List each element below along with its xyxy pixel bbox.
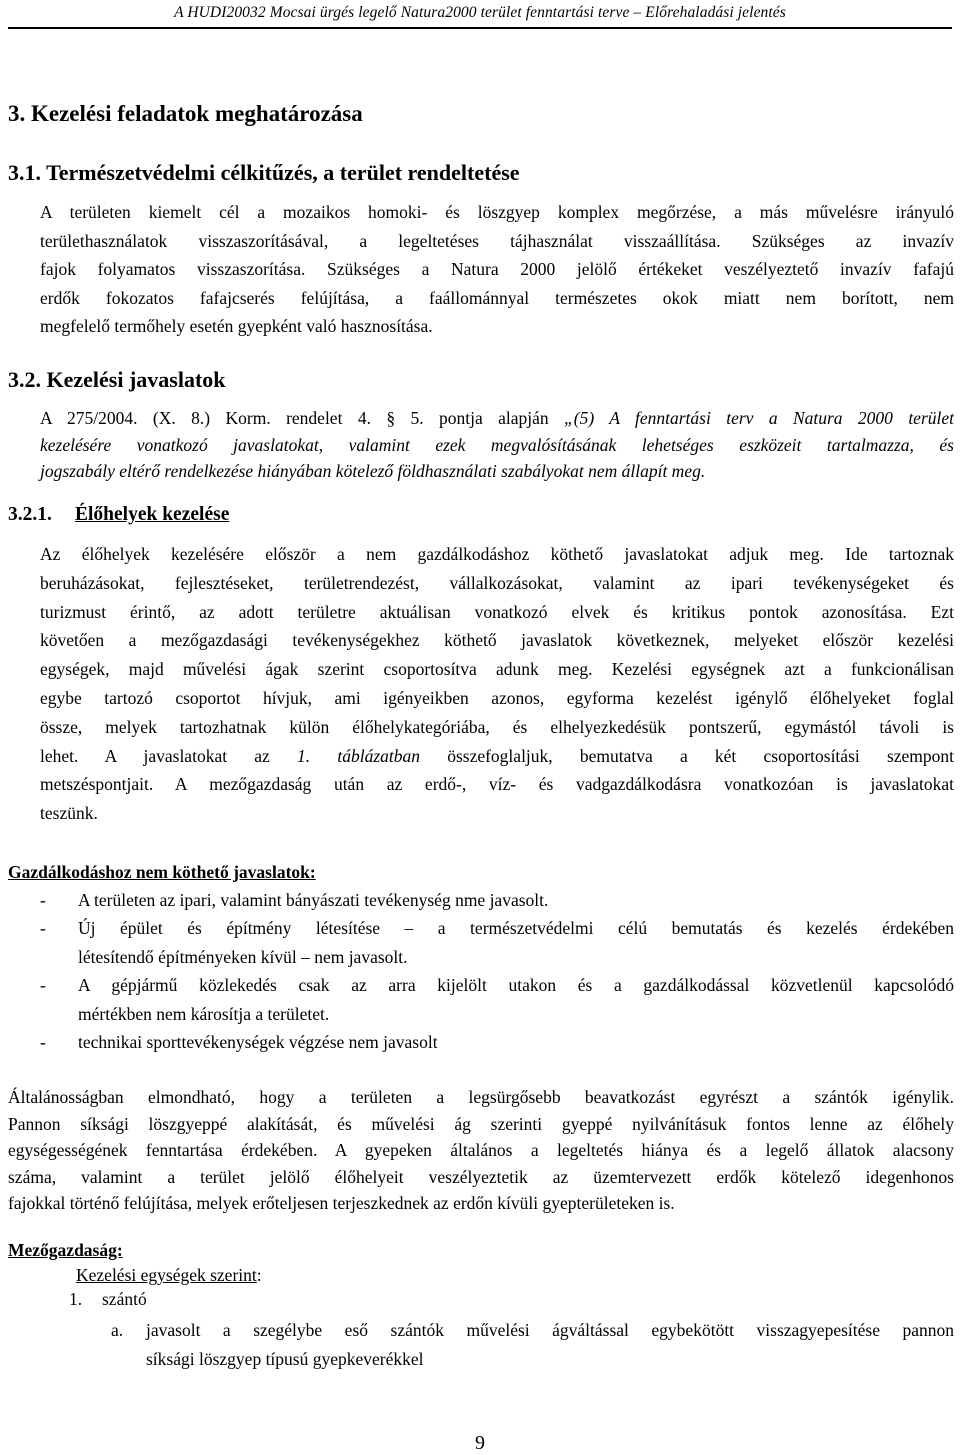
- paragraph-line: fajok folyamatos visszaszorítása. Szükséges a Natura 2000 jelölő értékeket veszélyeztető invazív fafajú: [40, 259, 954, 279]
- list-line: Új épület és építmény létesítése – a természetvédelmi célú bemutatás és kezelés érdekében: [78, 918, 954, 938]
- list-dash: -: [40, 1032, 46, 1052]
- lettered-subitem: [111, 1316, 954, 1373]
- list-dash: -: [40, 890, 46, 910]
- paragraph-line: turizmust érintő, az adott területre aktuálisan vonatkozó elvek és kritikus pontok azonosítása. Ezt: [40, 601, 954, 622]
- general-paragraph: [8, 1084, 954, 1217]
- subitem-line: síksági löszgyep típusú gyepkeverékkel: [146, 1348, 424, 1369]
- paragraph-line: megfelelő termőhely esetén gyepként való hasznosítása.: [40, 316, 433, 336]
- list-line: A területen az ipari, valamint bányászati tevékenység nme javasolt.: [78, 890, 549, 910]
- non-farming-heading: Gazdálkodáshoz nem köthető javaslatok:: [8, 862, 316, 882]
- list-line: A gépjármű közlekedés csak az arra kijelölt utakon és a gazdálkodással közvetlenül kapcsolódó: [78, 975, 954, 995]
- list-item-text: [78, 914, 954, 971]
- paragraph-line: [40, 405, 954, 432]
- section-title: Élőhelyek kezelése: [75, 504, 230, 525]
- list-item: [40, 1028, 954, 1057]
- intro-plain-text: A 275/2004. (X. 8.) Korm. rendelet 4. § 5. pontja alapján: [40, 408, 565, 428]
- agriculture-heading: Mezőgazdaság:: [8, 1240, 123, 1260]
- running-header: A HUDI20032 Mocsai ürgés legelő Natura2000 terület fenntartási terve – Előrehaladási jelentés: [174, 4, 786, 21]
- section-3-2-intro: [40, 405, 954, 485]
- paragraph-line: össze, melyek tartozhatnak külön élőhelykategóriába, és elhelyezkedésük pontszerű, egymástól távoli is: [40, 716, 954, 737]
- page-number: 9: [475, 1432, 485, 1454]
- section-number: 3.2.1.: [8, 504, 52, 525]
- item-label: szántó: [102, 1289, 147, 1309]
- subitem-line: javasolt a szegélybe eső szántók művelési ágváltással egybekötött visszagyepesítése pannon: [146, 1320, 954, 1340]
- list-dash: -: [40, 975, 46, 995]
- paragraph-line: fajokkal történő felújítása, melyek erőteljesen terjeszkednek az erdőn kívüli gyepterületeken is.: [8, 1193, 675, 1213]
- paragraph-line: jogszabály eltérő rendelkezése hiányában kötelező földhasználati szabályokat nem állapít meg.: [40, 461, 706, 481]
- list-item-text: [78, 1028, 954, 1057]
- list-line: technikai sporttevékenységek végzése nem javasolt: [78, 1032, 438, 1052]
- paragraph-line: teszünk.: [40, 803, 98, 824]
- section-3-1-heading: 3.1. Természetvédelmi célkitűzés, a terület rendeltetése: [8, 160, 520, 185]
- non-farming-heading-block: [8, 860, 954, 884]
- agriculture-heading-block: [8, 1238, 123, 1262]
- paragraph-line: Az élőhelyek kezelésére először a nem gazdálkodáshoz köthető javaslatokat adjuk meg. Ide tartoznak: [40, 544, 954, 564]
- subheading-text: Kezelési egységek szerint: [76, 1265, 257, 1285]
- subheading-colon: :: [256, 1265, 262, 1285]
- item-number: 1.: [69, 1289, 83, 1309]
- numbered-item: [69, 1287, 147, 1311]
- paragraph-line: egységességének fenntartása érdekében. A gyepeken általános a legeltetés hiánya és a legelő állatok alacsony: [8, 1140, 954, 1160]
- paragraph-line: száma, valamint a terület jelölő élőhelyeit veszélyeztetik az üzemtervezett erdők kötelező idegenhonos: [8, 1166, 954, 1187]
- list-item-text: [78, 971, 954, 1028]
- habitat-management-paragraph: [40, 540, 954, 828]
- paragraph-line: egybe tartozó csoportot hívjuk, ami igényeikben azonos, egyforma kezelést igénylő élőhelyeket foglal: [40, 687, 954, 708]
- paragraph-line: metszéspontjait. A mezőgazdaság után az erdő-, víz- és vadgazdálkodásra vonatkozóan is javaslatokat: [40, 774, 954, 795]
- paragraph-line: területhasználatok visszaszorításával, a legeltetéses tájhasználat visszaállítása. Szükséges az invazív: [40, 230, 954, 251]
- text-run: lehet. A javaslatokat az: [40, 745, 298, 766]
- text-run: összefoglaljuk, bemutatva a két csoportosítási szempont: [420, 745, 955, 766]
- paragraph-line: Pannon síksági löszgyeppé alakítását, és művelési ág szerinti gyeppé nyilvánításuk fontos lenne az élőhely: [8, 1113, 954, 1134]
- subitem-text: [146, 1316, 954, 1373]
- list-line: létesítendő építményeken kívül – nem javasolt.: [78, 946, 408, 967]
- list-item: [40, 971, 954, 1028]
- list-item: [40, 886, 954, 915]
- section-3-1-paragraph: [40, 198, 954, 341]
- paragraph-line: kezelésére vonatkozó javaslatokat, valamint ezek megvalósításának lehetséges eszközeit tartalmazza, és: [40, 434, 954, 455]
- management-units-subheading: [76, 1263, 262, 1287]
- section-3-heading: 3. Kezelési feladatok meghatározása: [8, 101, 363, 126]
- paragraph-line: beruházásokat, fejlesztéseket, területrendezést, vállalkozásokat, valamint az ipari tevékenységeket és: [40, 572, 954, 593]
- list-item: [40, 914, 954, 971]
- list-dash: -: [40, 918, 46, 938]
- list-line: mértékben nem károsítja a területet.: [78, 1003, 330, 1024]
- section-3-2-heading: 3.2. Kezelési javaslatok: [8, 367, 226, 392]
- table-reference: 1. táblázatban: [297, 745, 420, 766]
- paragraph-line: erdők fokozatos fafajcserés felújítása, a faállománnyal természetes okok miatt nem borított, nem: [40, 287, 954, 308]
- paragraph-line: [40, 742, 954, 771]
- paragraph-line: egységek, majd művelési ágak szerint csoportosítva adunk meg. Kezelési egységnek azt a funkcionálisan: [40, 659, 954, 680]
- paragraph-line: A területen kiemelt cél a mozaikos homoki- és löszgyep komplex megőrzése, a más művelésre irányuló: [40, 202, 954, 222]
- intro-quote-start: „(5) A fenntartási terv a Natura 2000 terület: [564, 408, 954, 428]
- list-item-text: [78, 886, 954, 915]
- header-rule: [8, 27, 952, 29]
- paragraph-line: követően a mezőgazdasági tevékenységekhez köthető javaslatok következnek, melyeket először kezelési: [40, 630, 954, 651]
- section-3-2-1-heading: [8, 504, 229, 526]
- subitem-letter: a.: [111, 1320, 124, 1340]
- paragraph-line: Általánosságban elmondható, hogy a területen a legsürgősebb beavatkozást egyrészt a szántók igénylik.: [8, 1087, 954, 1107]
